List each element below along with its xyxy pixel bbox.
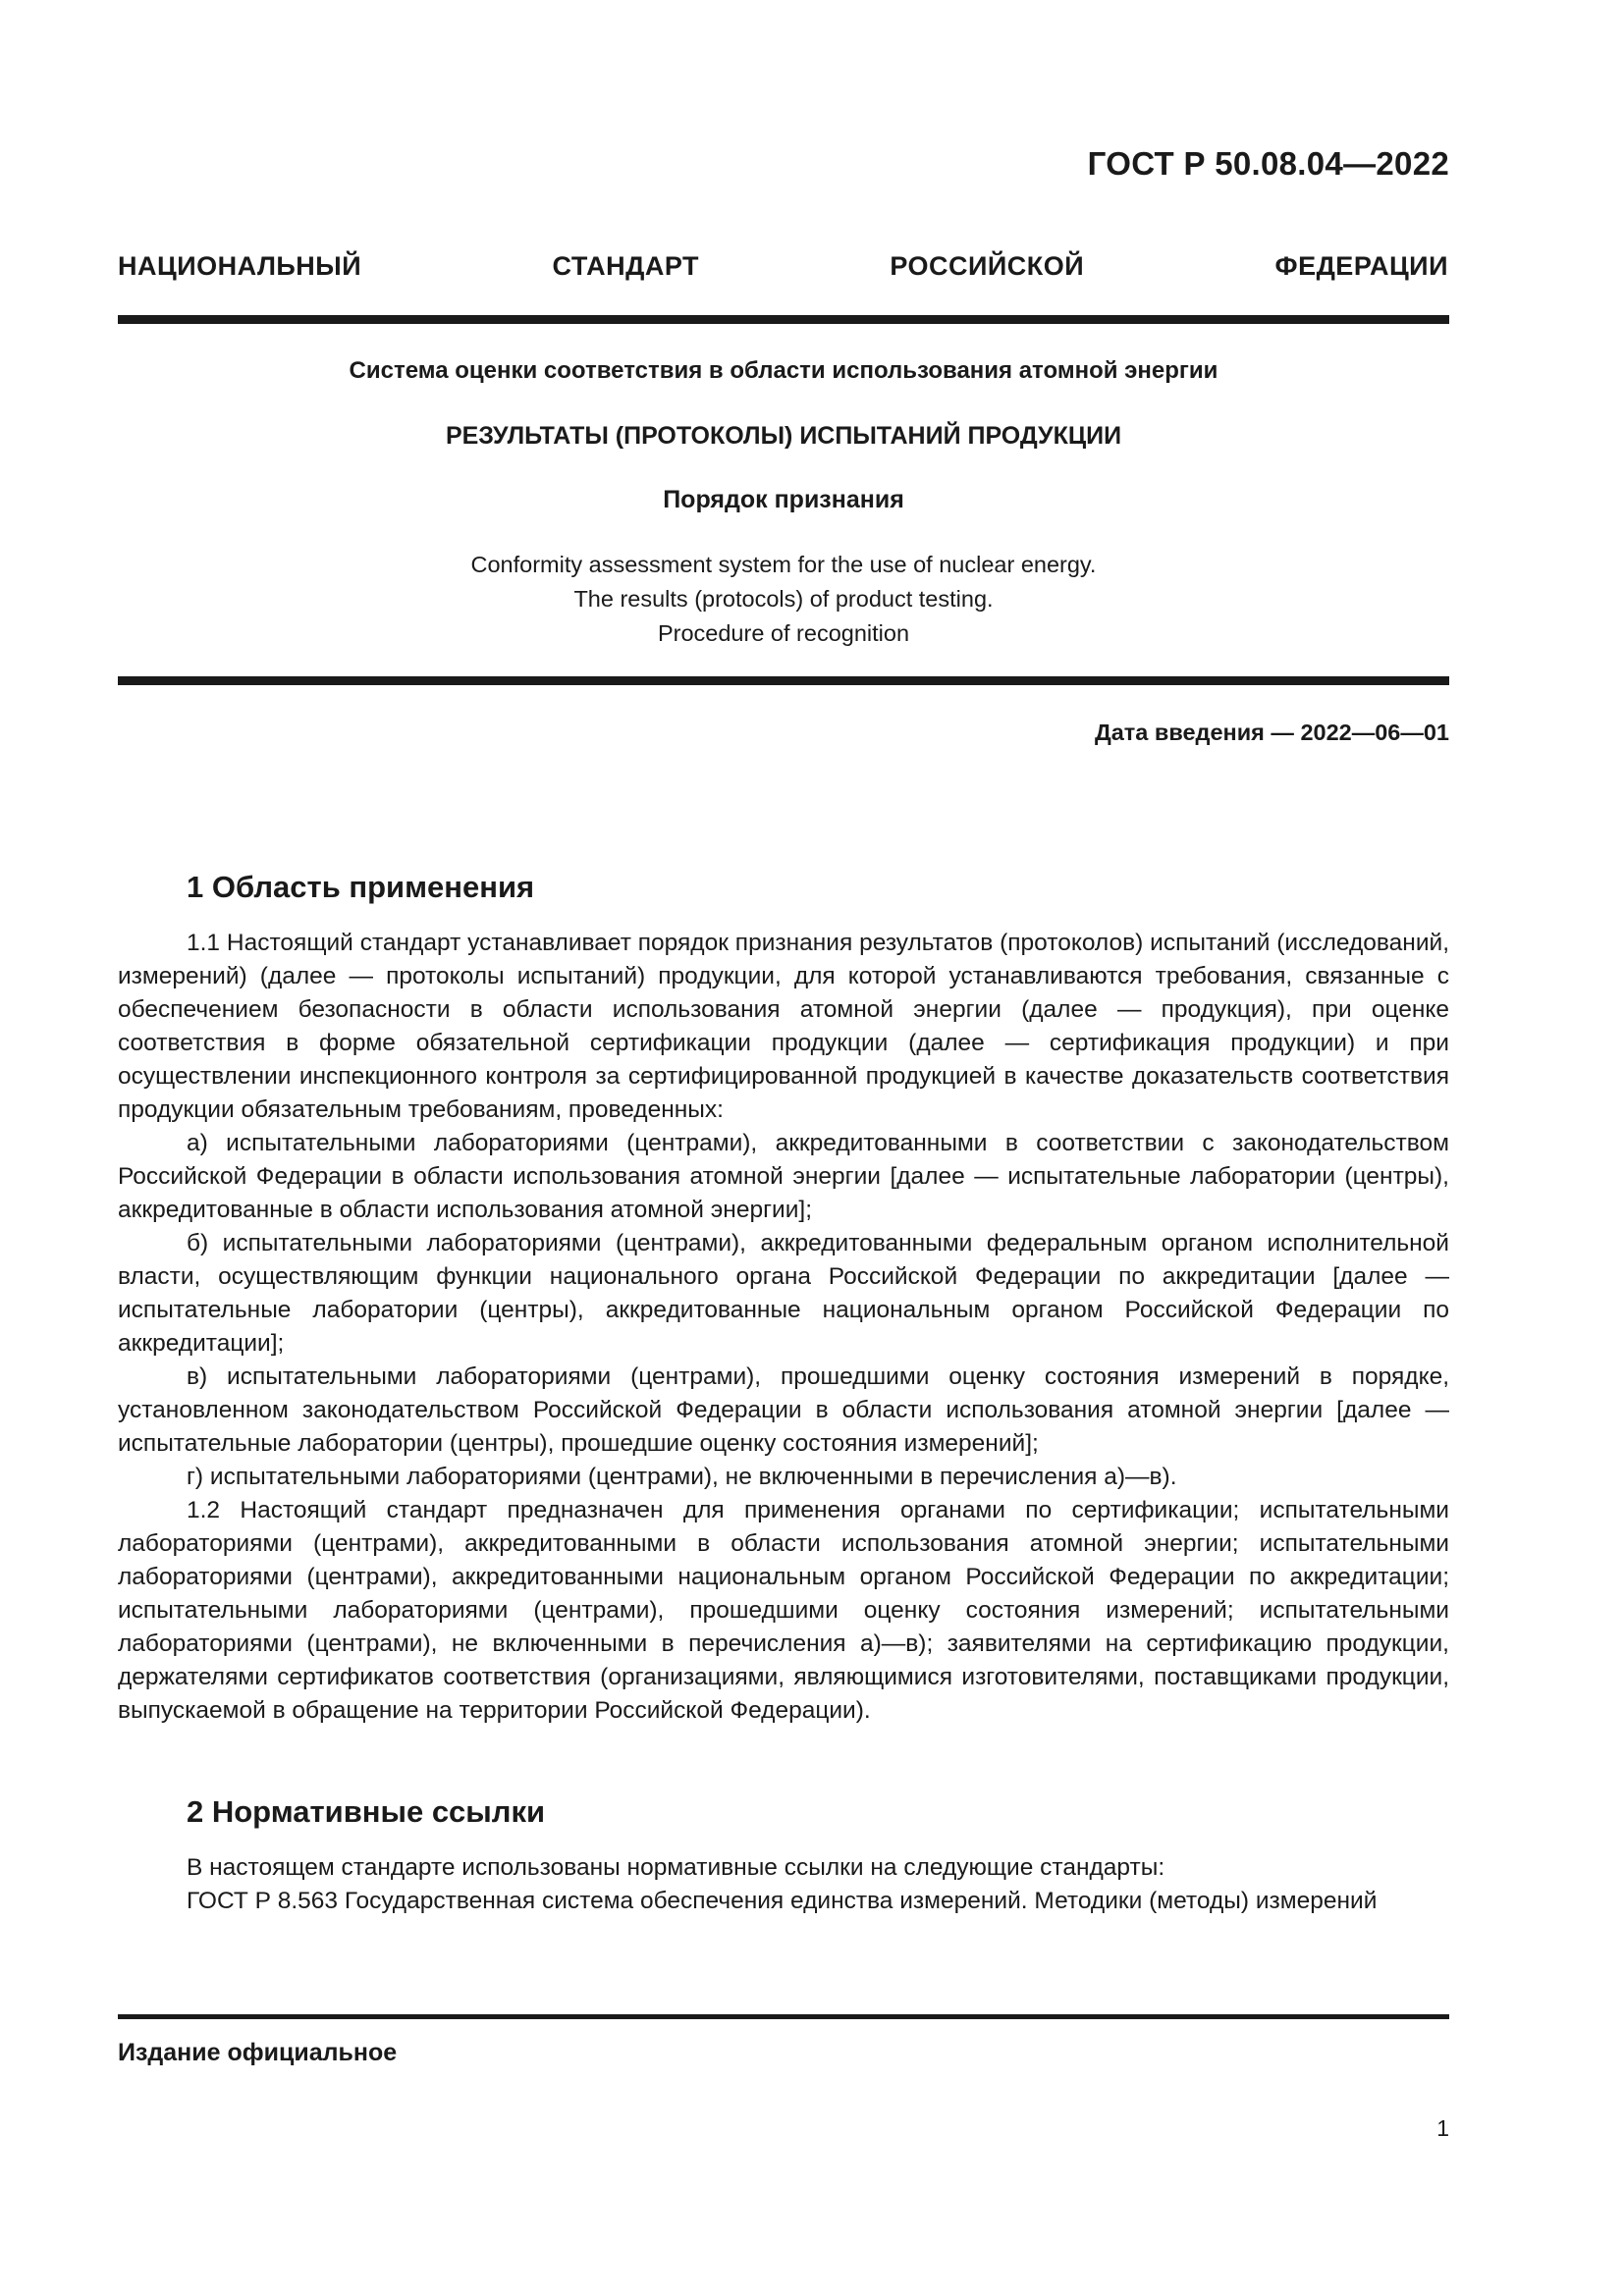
top-rule [118, 315, 1449, 324]
footer-rule [118, 2014, 1449, 2019]
section-heading-scope: 1 Область применения [187, 870, 535, 904]
system-title: Система оценки соответствия в области использования атомной энергии [349, 357, 1218, 384]
document-title: РЕЗУЛЬТАТЫ (ПРОТОКОЛЫ) ИСПЫТАНИЙ ПРОДУКЦИИ [445, 422, 1122, 450]
english-title-line: The results (protocols) of product testing. [573, 586, 994, 612]
english-title-line: Procedure of recognition [657, 620, 910, 646]
paragraph: ГОСТ Р 8.563 Государственная система обеспечения единства измерений. Методики (методы) измерений [187, 1888, 1378, 1914]
paragraph: б) испытательными лабораториями (центрами), аккредитованными федеральным органом исполнительной власти, осуществляющим функции национального органа Российской Федерации по аккредитации [далее — испытательные лаборатории (центры), аккредитованные национальным органом Российской Федерации по аккредитации]; [118, 1230, 1449, 1357]
introduction-date: Дата введения — 2022—06—01 [1094, 720, 1449, 745]
paragraph: а) испытательными лабораториями (центрами), аккредитованными в соответствии с законодательством Российской Федерации в области использования атомной энергии [далее — испытательные лаборатории (центры), аккредитованные в области использования атомной энергии]; [118, 1130, 1449, 1223]
paragraph: 1.2 Настоящий стандарт предназначен для применения органами по сертификации; испытательными лабораториями (центрами), аккредитованными в области использования атомной энергии; испытательными лабораториями (центрами), аккредитованными национальным органом Российской Федерации по аккредитации; испытательными лабораториями (центрами), прошедшими оценку состояния измерений; испытательными лабораториями (центрами), не включенными в перечисления а)—в); заявителями на сертификацию продукции, держателями сертификатов соответствия (организациями, являющимися изготовителями, поставщиками продукции, выпускаемой в обращение на территории Российской Федерации). [118, 1497, 1449, 1724]
paragraph: В настоящем стандарте использованы нормативные ссылки на следующие стандарты: [187, 1854, 1165, 1881]
section-heading-references: 2 Нормативные ссылки [187, 1794, 546, 1829]
document-subtitle: Порядок признания [663, 486, 904, 513]
section-body-scope [118, 927, 1449, 1728]
official-edition-label: Издание официальное [118, 2039, 398, 2066]
document-number: ГОСТ Р 50.08.04—2022 [1087, 145, 1449, 182]
section-body-references [118, 1851, 1449, 1918]
paragraph: в) испытательными лабораториями (центрами), прошедшими оценку состояния измерений в порядке, установленном законодательством Российской Федерации в области использования атомной энергии [далее — испытательные лаборатории (центры), прошедшие оценку состояния измерений]; [118, 1363, 1449, 1457]
english-title [118, 548, 1449, 651]
paragraph: г) испытательными лабораториями (центрами), не включенными в перечисления а)—в). [187, 1464, 1177, 1490]
title-bottom-rule [118, 676, 1449, 685]
page-number: 1 [1436, 2115, 1449, 2141]
national-standard-banner: НАЦИОНАЛЬНЫЙ СТАНДАРТ РОССИЙСКОЙ ФЕДЕРАЦИИ [118, 251, 1448, 281]
paragraph: 1.1 Настоящий стандарт устанавливает порядок признания результатов (протоколов) испытаний (исследований, измерений) (далее — протоколы испытаний) продукции, для которой устанавливаются требования, связанные с обеспечением безопасности в области использования атомной энергии (далее — продукция), при оценке соответствия в форме обязательной сертификации продукции (далее — сертификация продукции) и при осуществлении инспекционного контроля за сертифицированной продукцией в качестве доказательств соответствия продукции обязательным требованиям, проведенных: [118, 930, 1449, 1123]
english-title-line: Conformity assessment system for the use of nuclear energy. [470, 552, 1097, 577]
